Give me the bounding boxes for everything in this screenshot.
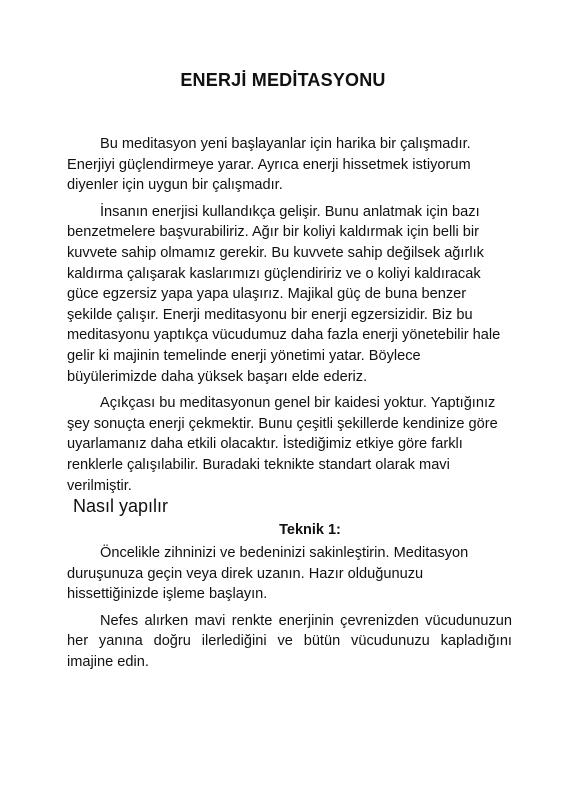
paragraph-general-rule: Açıkçası bu meditasyonun genel bir kaidesi yoktur. Yaptığınız şey sonuçta enerji çekmektir. Bunu çeşitli şekillerde kendinize göre uyarlamanız daha etkili olacaktır. İstediğimiz etkiye göre farklı renklerle çalışılabilir. Buradaki teknikte standart olarak mavi verilmiştir. xyxy=(67,395,498,494)
paragraph-intro: Bu meditasyon yeni başlayanlar için harika bir çalışmadır. Enerjiyi güçlendirmeye yarar. Ayrıca enerji hissetmek istiyorum diyenler için uygun bir çalışmadır. xyxy=(67,136,471,194)
paragraph-technique-step-1: Öncelikle zihninizi ve bedeninizi sakinleştirin. Meditasyon duruşunuza geçin veya direk uzanın. Hazır olduğunuzu hissettiğinizde işleme başlayın. xyxy=(67,545,469,603)
paragraph-technique-step-2: Nefes alırken mavi renkte enerjinin çevrenizden vücudunuzun her yanına doğru ilerlediğini ve bütün vücudunuzu kapladığını imajine edin. xyxy=(67,612,512,670)
technique-heading: Teknik 1: xyxy=(279,522,341,538)
section-heading: Nasıl yapılır xyxy=(73,496,169,516)
technique-section xyxy=(67,543,512,679)
intro-section xyxy=(67,134,507,502)
page-title: ENERJİ MEDİTASYONU xyxy=(180,70,386,90)
paragraph-energy-growth: İnsanın enerjisi kullandıkça gelişir. Bunu anlatmak için bazı benzetmelere başvurabiliriz. Ağır bir koliyi kaldırmak için belli bir kuvvete sahip olmamız gerekir. Bu kuvvete sahip değilsek ağırlık kaldırma çalışarak kaslarımızı güçlendiririz ve o koliyi kaldıracak güce egzersiz yapa yapa ulaşırız. Majikal güç de buna benzer şekilde çalışır. Enerji meditasyonu bir enerji egzersizidir. Biz bu meditasyonu yaptıkça vücudumuz daha fazla enerji yönetebilir hale gelir ki majinin temelinde enerji yönetimi yatar. Böylece büyülerimizde daha yüksek başarı elde ederiz. xyxy=(67,203,501,385)
